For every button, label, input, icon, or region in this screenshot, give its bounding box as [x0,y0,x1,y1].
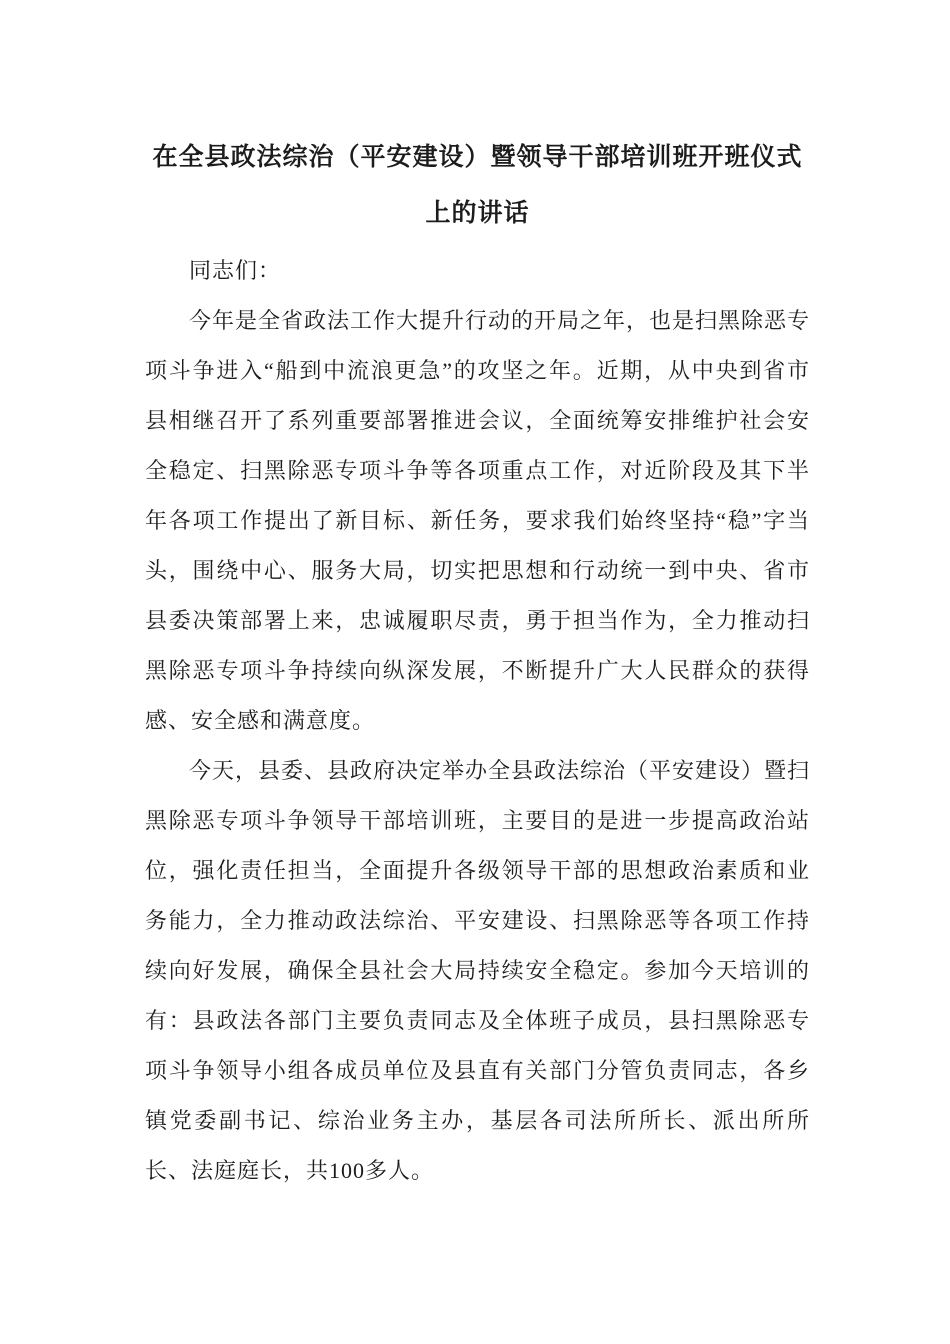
title-line-2: 上的讲话 [425,200,530,227]
document-title [145,130,810,242]
body-paragraph-1: 今年是全省政法工作大提升行动的开局之年，也是扫黑除恶专项斗争进入“船到中流浪更急”的攻坚之年。近期，从中央到省市县相继召开了系列重要部署推进会议，全面统筹安排维护社会安全稳定、扫黑除恶专项斗争等各项重点工作，对近阶段及其下半年各项工作提出了新目标、新任务，要求我们始终坚持“稳”字当头，围绕中心、服务大局，切实把思想和行动统一到中央、省市县委决策部署上来，忠诚履职尽责，勇于担当作为，全力推动扫黑除恶专项斗争持续向纵深发展，不断提升广大人民群众的获得感、安全感和满意度。 [145,308,811,733]
title-line-1: 在全县政法综治（平安建设）暨领导干部培训班开班仪式 [152,144,803,171]
body-paragraph-2: 今天，县委、县政府决定举办全县政法综治（平安建设）暨扫黑除恶专项斗争领导干部培训班，主要目的是进一步提高政治站位，强化责任担当，全面提升各级领导干部的思想政治素质和业务能力，全力推动政法综治、平安建设、扫黑除恶等各项工作持续向好发展，确保全县社会大局持续安全稳定。参加今天培训的有：县政法各部门主要负责同志及全体班子成员，县扫黑除恶专项斗争领导小组各成员单位及县直有关部门分管负责同志，各乡镇党委副书记、综治业务主办，基层各司法所所长、派出所所长、法庭庭长，共100多人。 [145,758,811,1183]
salutation-paragraph: 同志们： [189,258,282,283]
